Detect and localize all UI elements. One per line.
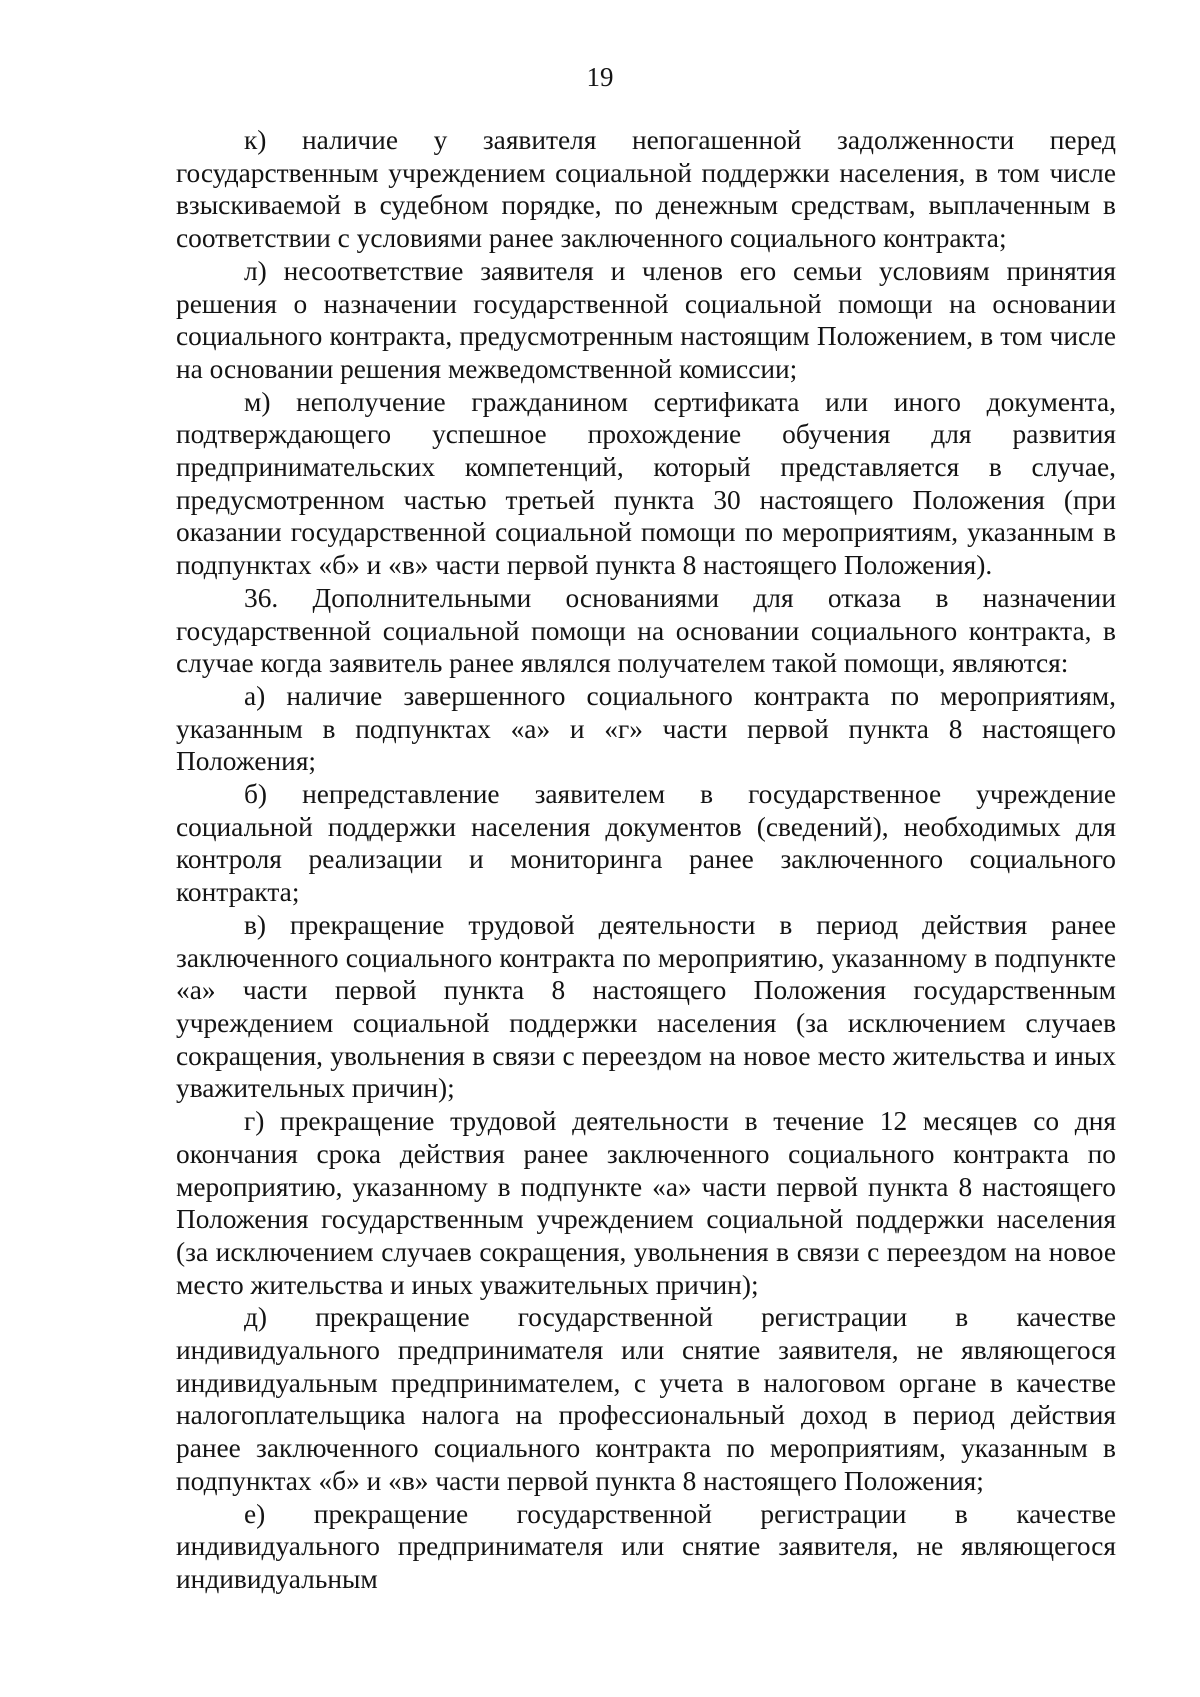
paragraph-e: е) прекращение государственной регистрации в качестве индивидуального предпринимателя или снятие заявителя, не являющегося индивидуальным [176, 1498, 1116, 1594]
paragraph-b: б) непредставление заявителем в государственное учреждение социальной поддержки населения документов (сведений), необходимых для контроля реализации и мониторинга ранее заключенного социального контракта; [176, 779, 1116, 908]
paragraph-v: в) прекращение трудовой деятельности в период действия ранее заключенного социального контракта по мероприятию, указанному в подпункте «а» части первой пункта 8 настоящего Положения государственным учреждением социальной поддержки населения (за исключением случаев сокращения, увольнения в связи с переездом на новое место жительства и иных уважительных причин); [176, 909, 1116, 1104]
paragraph-d: д) прекращение государственной регистрации в качестве индивидуального предпринимателя или снятие заявителя, не являющегося индивидуальным предпринимателем, с учета в налоговом органе в качестве налогоплательщика налога на профессиональный доход в период действия ранее заключенного социального контракта по мероприятиям, указанным в подпунктах «б» и «в» части первой пункта 8 настоящего Положения; [176, 1302, 1116, 1496]
paragraph-36: 36. Дополнительными основаниями для отказа в назначении государственной социальной помощи на основании социального контракта, в случае когда заявитель ранее являлся получателем такой помощи, являются: [176, 582, 1116, 679]
paragraph-m: м) неполучение гражданином сертификата или иного документа, подтверждающего успешное прохождение обучения для развития предпринимательских компетенций, который представляется в случае, предусмотренном частью третьей пункта 30 настоящего Положения (при оказании государственной социальной помощи по мероприятиям, указанным в подпунктах «б» и «в» части первой пункта 8 настоящего Положения). [176, 386, 1116, 581]
paragraph-k: к) наличие у заявителя непогашенной задолженности перед государственным учреждением социальной поддержки населения, в том числе взыскиваемой в судебном порядке, по денежным средствам, выплаченным в соответствии с условиями ранее заключенного социального контракта; [176, 125, 1116, 254]
page-number: 19 [586, 62, 614, 92]
paragraph-a: а) наличие завершенного социального контракта по мероприятиям, указанным в подпунктах «а» и «г» части первой пункта 8 настоящего Положения; [176, 680, 1116, 777]
paragraph-g: г) прекращение трудовой деятельности в течение 12 месяцев со дня окончания срока действия ранее заключенного социального контракта по мероприятию, указанному в подпункте «а» части первой пункта 8 настоящего Положения государственным учреждением социальной поддержки населения (за исключением случаев сокращения, увольнения в связи с переездом на новое место жительства и иных уважительных причин); [176, 1106, 1116, 1300]
paragraph-l: л) несоответствие заявителя и членов его семьи условиям принятия решения о назначении государственной социальной помощи на основании социального контракта, предусмотренным настоящим Положением, в том числе на основании решения межведомственной комиссии; [176, 255, 1116, 384]
document-body [176, 124, 1116, 1596]
